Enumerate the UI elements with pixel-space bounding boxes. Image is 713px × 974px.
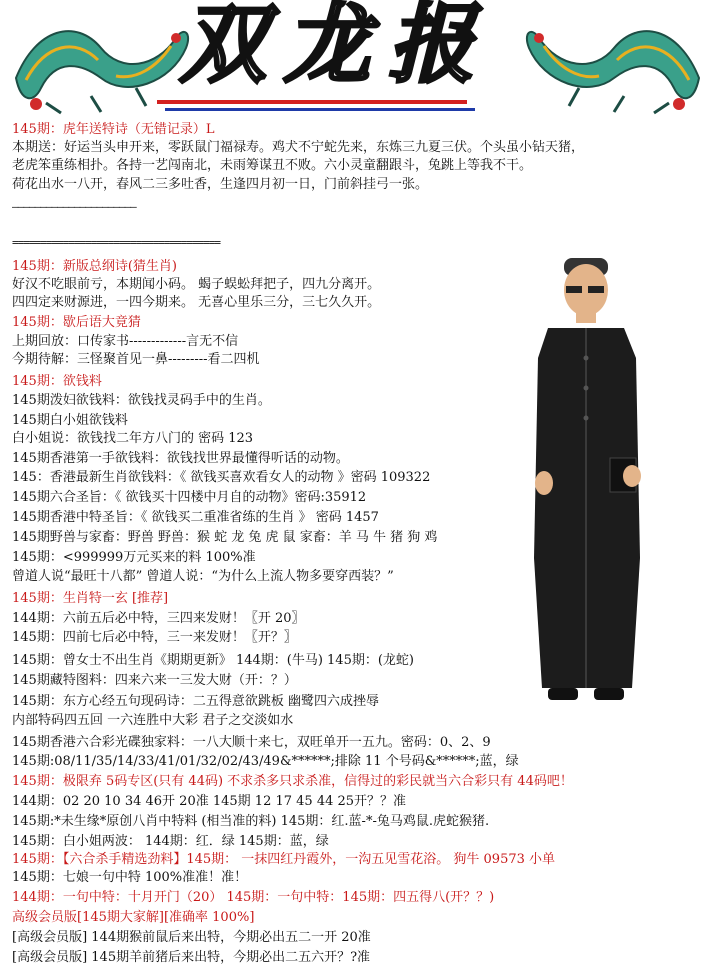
text-line: 145期六合圣旨：《 欲钱买十四楼中月自的动物》密码:35912 xyxy=(12,490,367,505)
text-line: [高级会员版] 145期羊前猪后来出特，今期必出二五六开？?准 xyxy=(12,950,371,965)
text-line: 145期藏特图料：四来六来一三发大财（开：？） xyxy=(12,673,297,688)
text-line: 145期：虎年送特诗（无错记录）L xyxy=(12,122,215,137)
masthead-title: 双龙报 xyxy=(180,0,492,95)
text-line: 145期泼妇欲钱料：欲钱找灵码手中的生肖。 xyxy=(12,393,271,408)
text-line: 145期：四前七后必中特，三一来发财！〖开？〗 xyxy=(12,630,297,645)
text-line: 145期：【六合杀手精选劲料】145期： 一抹四红丹霞外，一沟五见雪花浴。 狗牛 09573 小单 xyxy=(12,852,556,867)
text-line: [高级会员版] 144期猴前鼠后来出特，今期必出五二一开 20准 xyxy=(12,930,371,945)
text-line: 白小姐说：欲钱找二年方八门的 密码 123 xyxy=(12,431,254,446)
text-line: 145期：东方心经五句现码诗：二五得意欲跳板 幽鹭四六成挫辱 xyxy=(12,694,379,709)
text-line: 145期:*未生缘*原创八肖中特料 (相当准的料) 145期：红.蓝-*-兔马鸡鼠.虎蛇猴猪. xyxy=(12,814,490,829)
title-underline-red xyxy=(157,100,467,104)
text-line: 内部特码四五回 一六连胜中大彩 君子之交淡如水 xyxy=(12,713,294,728)
man-portrait-icon xyxy=(528,258,648,703)
text-line: 145期:08/11/35/14/33/41/01/32/02/43/49&******;排除 11 个号码&******;蓝，绿 xyxy=(12,754,519,769)
text-line: 145期：白小姐两波： 144期：红．绿 145期：蓝，绿 xyxy=(12,834,329,849)
text-line: 144期：02 20 10 34 46开 20准 145期 12 17 45 44 25开？？准 xyxy=(12,794,407,809)
text-line: 高级会员版[145期大家解][准确率 100%] xyxy=(12,910,255,925)
text-line: 145期香港中特圣旨：《 欲钱买二重准省练的生肖 》 密码 1457 xyxy=(12,510,379,525)
text-line: 老虎笨重练相扑。各持一艺闯南北，未雨筹谋丑不败。六小灵童翻跟斗，兔跳上等我不干。 xyxy=(12,158,533,173)
text-line: 今期待解：三怪聚首见一鼻---------看二四机 xyxy=(12,352,260,367)
masthead xyxy=(0,0,713,118)
text-line: 144期：一句中特：十月开门（20） 145期：一句中特：145期：四五得八(开？？) xyxy=(12,890,495,905)
text-line: 145期野兽与家畜：野兽 野兽：猴 蛇 龙 兔 虎 鼠 家畜：羊 马 牛 猪 狗 鸡 xyxy=(12,530,438,545)
text-line: 曾道人说“最旺十八都” 曾道人说：“为什么上流人物多要穿西装？” xyxy=(12,569,394,584)
text-line: 145期：<999999万元买来的料 100%准 xyxy=(12,550,256,565)
text-line: 145期：欲钱料 xyxy=(12,374,102,389)
text-line: 145期：歇后语大竟猜 xyxy=(12,315,141,330)
text-line: 好汉不吃眼前亏，本期闻小码。 蝎子蜈蚣拜把子，四九分离开。 xyxy=(12,277,381,292)
text-line: 上期回放：口传家书-------------言无不信 xyxy=(12,334,239,349)
text-line: 145期白小姐欲钱料 xyxy=(12,413,128,428)
text-line: 145期：极限弃 5码专区(只有 44码) 不求杀多只求杀准，信得过的彩民就当六合彩只有 44码吧！ xyxy=(12,774,573,789)
text-line: 四四定来财源进，一四今期来。 无喜心里乐三分，三七久久开。 xyxy=(12,295,381,310)
text-line: 荷花出水一八开，春风二三多吐香，生逢四月初一日，门前斜挂弓一张。 xyxy=(12,177,429,192)
text-line: 145：香港最新生肖欲钱料：《 欲钱买喜欢看女人的动物 》密码 109322 xyxy=(12,470,431,485)
text-line: 145期：七娘一句中特 100%准准！准！ xyxy=(12,870,248,885)
text-line: 145期：新版总纲诗(猜生肖) xyxy=(12,259,177,274)
dragon-right-icon xyxy=(519,8,709,118)
text-line: 145期：曾女士不出生肖《期期更新》 144期：(牛马) 145期：(龙蛇) xyxy=(12,653,414,668)
text-line: 145期香港第一手欲钱料：欲钱找世界最懂得听话的动物。 xyxy=(12,451,349,466)
text-line: 本期送：好运当头申开来，零跃鼠门福禄寿。鸡犬不宁蛇先来，东炼三九夏三伏。个头虽小钻天猪， xyxy=(12,140,585,155)
text-line: ===================================== xyxy=(12,236,221,249)
text-line: 144期：六前五后必中特，三四来发财！〖开 20〗 xyxy=(12,611,305,626)
text-line: 145期：生肖特一玄 [推荐] xyxy=(12,591,169,606)
title-underline-blue xyxy=(165,108,475,111)
text-line: 145期香港六合彩光碟独家料：一八大顺十来七，双旺单开一五九。密码：0、2、9 xyxy=(12,735,491,750)
text-line: —————————————————————— xyxy=(12,200,136,213)
